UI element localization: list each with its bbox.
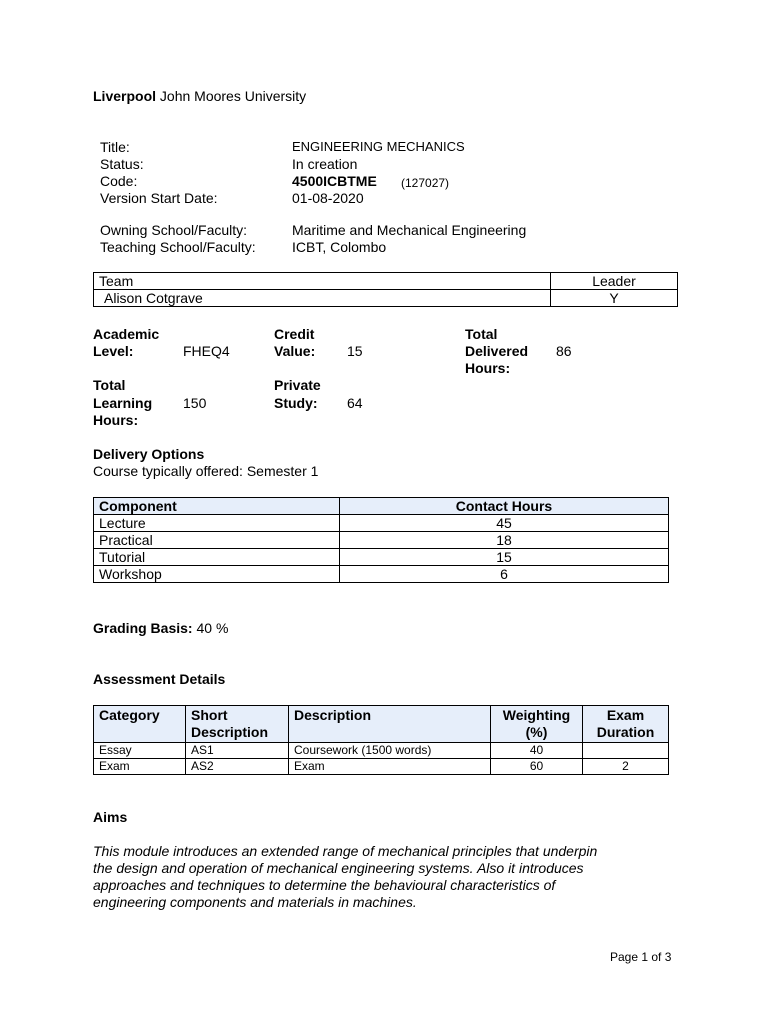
private-study-label-line2: Study:	[274, 395, 318, 411]
table-row	[94, 515, 669, 532]
academic-level-value: FHEQ4	[183, 343, 230, 359]
exam-duration-header-line1: Exam	[606, 707, 645, 723]
owning-school-value: Maritime and Mechanical Engineering	[292, 222, 527, 238]
teaching-school-value: ICBT, Colombo	[292, 239, 387, 255]
table-row	[94, 532, 669, 549]
assessment-description: Coursework (1500 words)	[289, 743, 491, 759]
grading-basis	[93, 620, 228, 637]
short-description-header-line2: Description	[191, 724, 269, 740]
start-date-label: Version Start Date:	[100, 190, 218, 206]
assessment-weighting: 40	[491, 743, 583, 759]
table-row	[94, 290, 678, 307]
code-id: (127027)	[401, 176, 450, 190]
contact-hours-header: Contact Hours	[340, 498, 669, 515]
university-name-rest: John Moores University	[156, 88, 307, 104]
start-date-value: 01-08-2020	[292, 190, 364, 206]
short-description-header-line1: Short	[191, 707, 228, 723]
short-description-header	[186, 706, 289, 743]
academic-level-label-line1: Academic	[93, 326, 160, 342]
aims-line-2: the design and operation of mechanical engineering systems. Also it introduces	[93, 860, 584, 876]
delivery-options-text: Course typically offered: Semester 1	[93, 463, 319, 479]
private-study-value: 64	[347, 395, 363, 411]
assessment-weighting: 60	[491, 759, 583, 775]
grading-basis-value: 40 %	[192, 620, 229, 636]
assessment-short-description: AS1	[186, 743, 289, 759]
teaching-school-label: Teaching School/Faculty:	[100, 239, 256, 255]
assessment-duration: 2	[583, 759, 669, 775]
exam-duration-header-line2: Duration	[596, 724, 655, 740]
assessment-duration	[583, 743, 669, 759]
weighting-header-line1: Weighting	[502, 707, 571, 723]
table-row	[94, 743, 669, 759]
component-hours: 15	[340, 549, 669, 566]
component-name: Tutorial	[94, 549, 340, 566]
component-name: Lecture	[94, 515, 340, 532]
university-name	[93, 88, 306, 105]
table-row	[94, 759, 669, 775]
code-label: Code:	[100, 173, 138, 189]
private-study-label-line1: Private	[274, 377, 321, 393]
table-row	[94, 549, 669, 566]
delivery-options-heading: Delivery Options	[93, 446, 205, 462]
academic-level-label-line2: Level:	[93, 343, 134, 359]
assessment-table	[93, 705, 669, 775]
components-header-row	[94, 498, 669, 515]
assessment-category: Exam	[94, 759, 186, 775]
assessment-short-description: AS2	[186, 759, 289, 775]
learning-hours-label-line3: Hours:	[93, 412, 139, 428]
leader-header: Leader	[551, 273, 678, 290]
assessment-category: Essay	[94, 743, 186, 759]
description-header-text: Description	[294, 707, 372, 723]
learning-hours-value: 150	[183, 395, 207, 411]
delivered-hours-label-line1: Total	[465, 326, 498, 342]
aims-text	[93, 843, 693, 911]
assessment-header-row	[94, 706, 669, 743]
team-table	[93, 272, 678, 307]
title-value: ENGINEERING MECHANICS	[292, 139, 465, 154]
description-header	[289, 706, 491, 743]
assessment-details-heading: Assessment Details	[93, 671, 226, 687]
learning-hours-label-line1: Total	[93, 377, 126, 393]
team-member-leader: Y	[551, 290, 678, 307]
learning-hours-label-line2: Learning	[93, 395, 153, 411]
aims-heading: Aims	[93, 809, 128, 825]
owning-school-label: Owning School/Faculty:	[100, 222, 248, 238]
aims-line-1: This module introduces an extended range of mechanical principles that underpin	[93, 843, 598, 859]
page-number: Page 1 of 3	[610, 950, 672, 964]
delivered-hours-label-line3: Hours:	[465, 360, 511, 376]
grading-basis-label: Grading Basis:	[93, 620, 193, 636]
component-header: Component	[94, 498, 340, 515]
code-value: 4500ICBTME	[292, 173, 377, 189]
aims-line-3: approaches and techniques to determine the behavioural characteristics of	[93, 877, 556, 893]
credit-value: 15	[347, 343, 363, 359]
credit-value-label-line2: Value:	[274, 343, 316, 359]
status-label: Status:	[100, 156, 144, 172]
delivered-hours-label-line2: Delivered	[465, 343, 529, 359]
component-name: Practical	[94, 532, 340, 549]
credit-value-label-line1: Credit	[274, 326, 315, 342]
team-header: Team	[94, 273, 551, 290]
category-header	[94, 706, 186, 743]
table-row	[94, 566, 669, 583]
title-label: Title:	[100, 139, 130, 155]
team-member-name: Alison Cotgrave	[94, 290, 551, 307]
components-table	[93, 497, 669, 583]
component-hours: 45	[340, 515, 669, 532]
weighting-header	[491, 706, 583, 743]
component-name: Workshop	[94, 566, 340, 583]
delivered-hours-value: 86	[556, 343, 572, 359]
component-hours: 6	[340, 566, 669, 583]
team-header-row	[94, 273, 678, 290]
exam-duration-header	[583, 706, 669, 743]
category-header-text: Category	[99, 707, 160, 723]
aims-line-4: engineering components and materials in machines.	[93, 894, 417, 910]
assessment-description: Exam	[289, 759, 491, 775]
university-name-bold: Liverpool	[93, 88, 157, 104]
weighting-header-line2: (%)	[525, 724, 548, 740]
status-value: In creation	[292, 156, 358, 172]
component-hours: 18	[340, 532, 669, 549]
